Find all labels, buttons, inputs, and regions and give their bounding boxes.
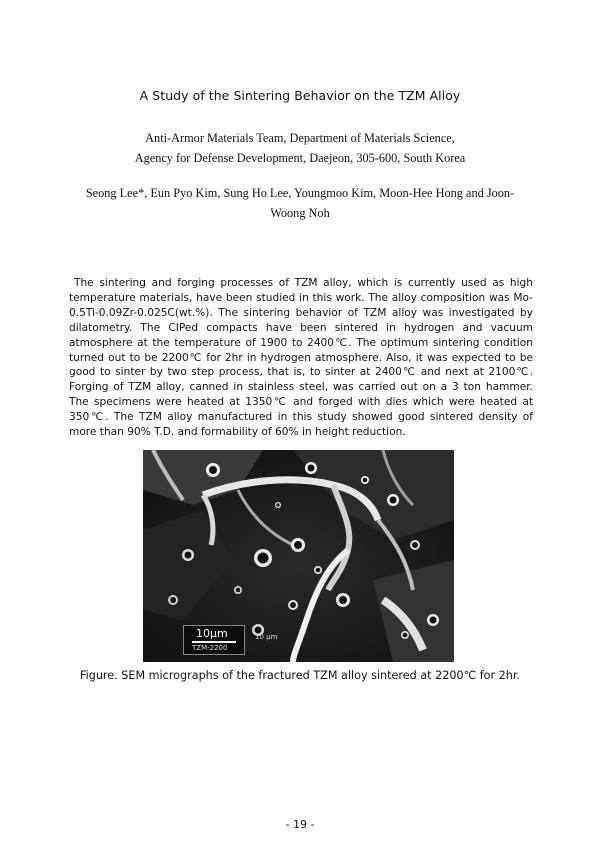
- paper-title: A Study of the Sintering Behavior on the TZM Alloy: [139, 88, 461, 103]
- affiliation-line-1: Anti-Armor Materials Team, Department of Materials Science,: [145, 131, 455, 145]
- page-number: - 19 -: [285, 818, 315, 831]
- affiliation: [0, 128, 600, 168]
- affiliation-line-2: Agency for Defense Development, Daejeon, 305-600, South Korea: [134, 151, 466, 165]
- sample-label: TZM-2200: [192, 644, 228, 652]
- abstract-text: The sintering and forging processes of TZM alloy, which is currently used as high temperature materials, have been studied in this work. The alloy composition was Mo-0.5Ti-0.09Zr-0.025C(wt.%). The sintering behavior of TZM alloy was investigated by dilatometry. The CIPed compacts have been sintered in hydrogen and vacuum atmosphere at the temperature of 1900 to 2400℃. The optimum sintering condition turned out to be 2200℃ for 2hr in hydrogen atmosphere. Also, it was expected to be good to sinter by two step process, that is, to sinter at 2400℃ and next at 2100℃. Forging of TZM alloy, canned in stainless steel, was carried out on a 3 ton hammer. The specimens were heated at 1350℃ and forged with dies which were heated at 350℃. The TZM alloy manufactured in this study showed good sintered density of more than 90% T.D. and formability of 60% in height reduction.: [69, 277, 533, 439]
- scale-bar: [192, 641, 236, 643]
- figure-caption: Figure. SEM micrographs of the fractured TZM alloy sintered at 2200℃ for 2hr.: [80, 669, 520, 682]
- author-list: Seong Lee*, Eun Pyo Kim, Sung Ho Lee, Youngmoo Kim, Moon-Hee Hong and Joon-Woong Noh: [85, 186, 515, 220]
- sem-micrograph: [143, 450, 454, 662]
- scale-bar-box: [183, 625, 245, 655]
- scale-bar-label: 10μm: [196, 627, 228, 640]
- scale-bar-label-small: 10 μm: [255, 633, 278, 641]
